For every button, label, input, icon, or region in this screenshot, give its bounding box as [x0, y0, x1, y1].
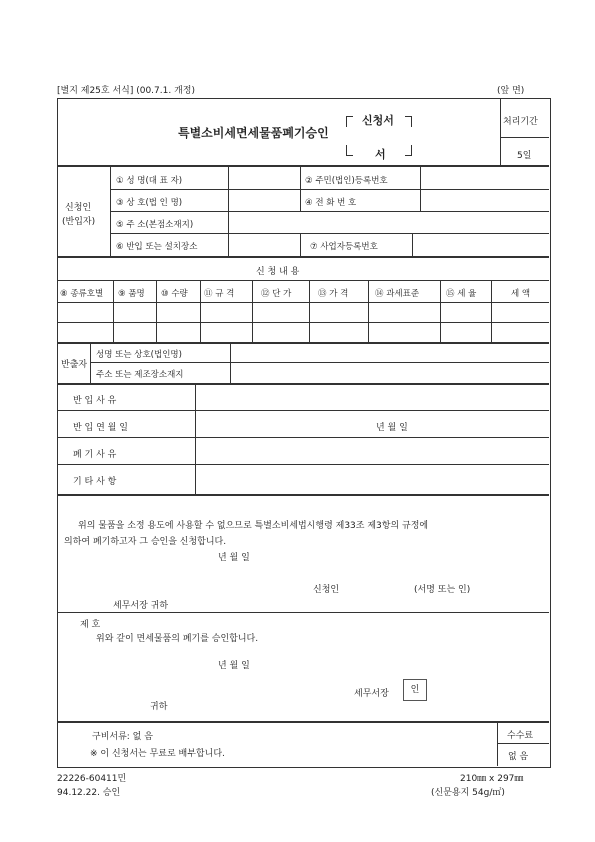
applicant-group-sublabel: (반입자)	[62, 217, 96, 227]
col-tax-rate: ⑮ 세 율	[446, 289, 477, 299]
paper-size: 210㎜ x 297㎜	[460, 774, 524, 784]
location-label: ⑥ 반입 또는 설치장소	[116, 242, 198, 252]
col-type-number: ⑧ 종류호별	[60, 289, 104, 299]
signature-or-seal: (서명 또는 인)	[414, 585, 471, 595]
import-date-label: 반 입 연 월 일	[73, 423, 128, 433]
import-date-value: 년 월 일	[376, 423, 408, 433]
application-statement-line2: 의하여 폐기하고자 그 승인을 신청합니다.	[64, 537, 227, 547]
approval-statement: 위와 같이 면세물품의 폐기를 승인합니다.	[96, 634, 259, 644]
approval-number: 제 호	[80, 620, 101, 630]
resident-number-label: ② 주민(법인)등록번호	[305, 176, 388, 186]
other-notes-label: 기 타 사 항	[73, 477, 117, 487]
shipper-label: 반출자	[61, 360, 88, 370]
col-tax-amount: 세 액	[511, 289, 531, 299]
required-documents: 구비서류: 없 음	[92, 732, 153, 742]
application-statement-line1: 위의 물품을 소정 용도에 사용할 수 없으므로 특별소비세법시행령 제33조 제3항의 규정에	[78, 521, 429, 531]
fee-label: 수수료	[507, 731, 534, 741]
col-quantity: ⑩ 수량	[161, 289, 188, 299]
official-seal-box: 인	[403, 679, 427, 701]
fee-value: 없 음	[508, 752, 529, 762]
approval-date-stamp: 94.12.22. 승인	[57, 788, 121, 798]
form-title: 특별소비세면세물품폐기승인	[178, 126, 329, 140]
business-number-label: ⑦ 사업자등록번호	[310, 242, 378, 252]
doc-type-application: 신청서	[362, 114, 394, 127]
disposal-reason-label: 폐 기 사 유	[73, 450, 117, 460]
processing-period-label: 처리기간	[503, 117, 538, 127]
application-date: 년 월 일	[218, 553, 250, 563]
phone-label: ④ 전 화 번 호	[305, 198, 357, 208]
items-section-title: 신 청 내 용	[256, 267, 300, 277]
company-name-label: ③ 상 호(법 인 명)	[116, 198, 183, 208]
processing-period-value: 5일	[517, 151, 532, 161]
name-label: ① 성 명(대 표 자)	[116, 176, 183, 186]
col-spec: ⑪ 규 격	[204, 289, 235, 299]
approval-addressee: 귀하	[150, 702, 168, 712]
page-side: (앞 면)	[497, 86, 525, 96]
form-code: 22226-60411민	[57, 774, 127, 784]
doc-type-document: 서	[375, 148, 386, 161]
col-item-name: ⑨ 품명	[118, 289, 145, 299]
paper-type: (신문용지 54g/㎡)	[431, 788, 505, 798]
col-unit-price: ⑫ 단 가	[261, 289, 292, 299]
shipper-address-label: 주소 또는 제조장소재지	[96, 370, 184, 380]
free-distribution-note: ※ 이 신청서는 무료로 배부합니다.	[90, 749, 225, 759]
approval-officer: 세무서장	[354, 689, 389, 699]
form-id: [별지 제25호 서식] (00.7.1. 개정)	[57, 86, 195, 96]
applicant-sign-label: 신청인	[313, 585, 340, 595]
col-tax-base: ⑭ 과세표준	[375, 289, 420, 299]
col-price: ⑬ 가 격	[318, 289, 349, 299]
approval-date: 년 월 일	[218, 661, 250, 671]
address-label: ⑤ 주 소(본점소재지)	[116, 220, 194, 230]
shipper-name-label: 성명 또는 상호(법인명)	[96, 350, 182, 360]
applicant-group-label: 신청인	[65, 203, 92, 213]
reason-label: 반 입 사 유	[73, 396, 117, 406]
application-addressee: 세무서장 귀하	[113, 601, 169, 611]
